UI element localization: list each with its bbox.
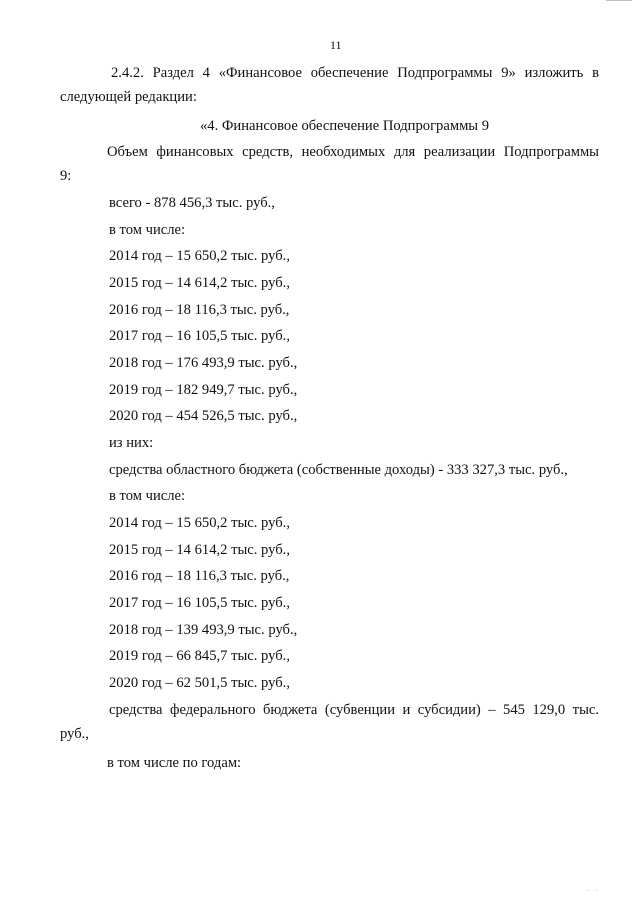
year-total-2015: 2015 год – 14 614,2 тыс. руб.,: [109, 275, 290, 291]
year-regional-2015: 2015 год – 14 614,2 тыс. руб.,: [109, 542, 290, 558]
year-total-2014: 2014 год – 15 650,2 тыс. руб.,: [109, 248, 290, 264]
volume-text-line-2: 9:: [60, 168, 72, 184]
volume-text-line-1: Объем финансовых средств, необходимых для реализации Подпрограммы: [107, 144, 599, 160]
federal-budget-line-2: руб.,: [60, 726, 89, 742]
year-total-2017: 2017 год – 16 105,5 тыс. руб.,: [109, 328, 290, 344]
year-total-2016: 2016 год – 18 116,3 тыс. руб.,: [109, 302, 290, 318]
federal-budget-line-1: средства федерального бюджета (субвенции и субсидии) – 545 129,0 тыс.: [109, 702, 599, 718]
including-label-2: в том числе:: [109, 488, 186, 504]
year-regional-2020: 2020 год – 62 501,5 тыс. руб.,: [109, 675, 290, 691]
scan-artifact-bottom: · ·: [586, 886, 600, 895]
including-label-1: в том числе:: [109, 222, 186, 238]
year-regional-2019: 2019 год – 66 845,7 тыс. руб.,: [109, 648, 290, 664]
total-amount: всего - 878 456,3 тыс. руб.,: [109, 195, 275, 211]
page-number: 11: [330, 38, 342, 52]
year-total-2020: 2020 год – 454 526,5 тыс. руб.,: [109, 408, 298, 424]
year-regional-2018: 2018 год – 139 493,9 тыс. руб.,: [109, 622, 298, 638]
regional-budget-total: средства областного бюджета (собственные доходы) - 333 327,3 тыс. руб.,: [109, 462, 568, 478]
year-total-2018: 2018 год – 176 493,9 тыс. руб.,: [109, 355, 298, 371]
scan-artifact: [606, 0, 632, 4]
intro-line-1: 2.4.2. Раздел 4 «Финансовое обеспечение Подпрограммы 9» изложить в: [111, 65, 599, 81]
year-regional-2017: 2017 год – 16 105,5 тыс. руб.,: [109, 595, 290, 611]
year-regional-2014: 2014 год – 15 650,2 тыс. руб.,: [109, 515, 290, 531]
section-heading: «4. Финансовое обеспечение Подпрограммы 9: [200, 118, 490, 134]
year-total-2019: 2019 год – 182 949,7 тыс. руб.,: [109, 382, 298, 398]
including-by-years-label: в том числе по годам:: [107, 755, 242, 771]
intro-line-2: следующей редакции:: [60, 89, 197, 105]
year-regional-2016: 2016 год – 18 116,3 тыс. руб.,: [109, 568, 290, 584]
of-them-label: из них:: [109, 435, 154, 451]
